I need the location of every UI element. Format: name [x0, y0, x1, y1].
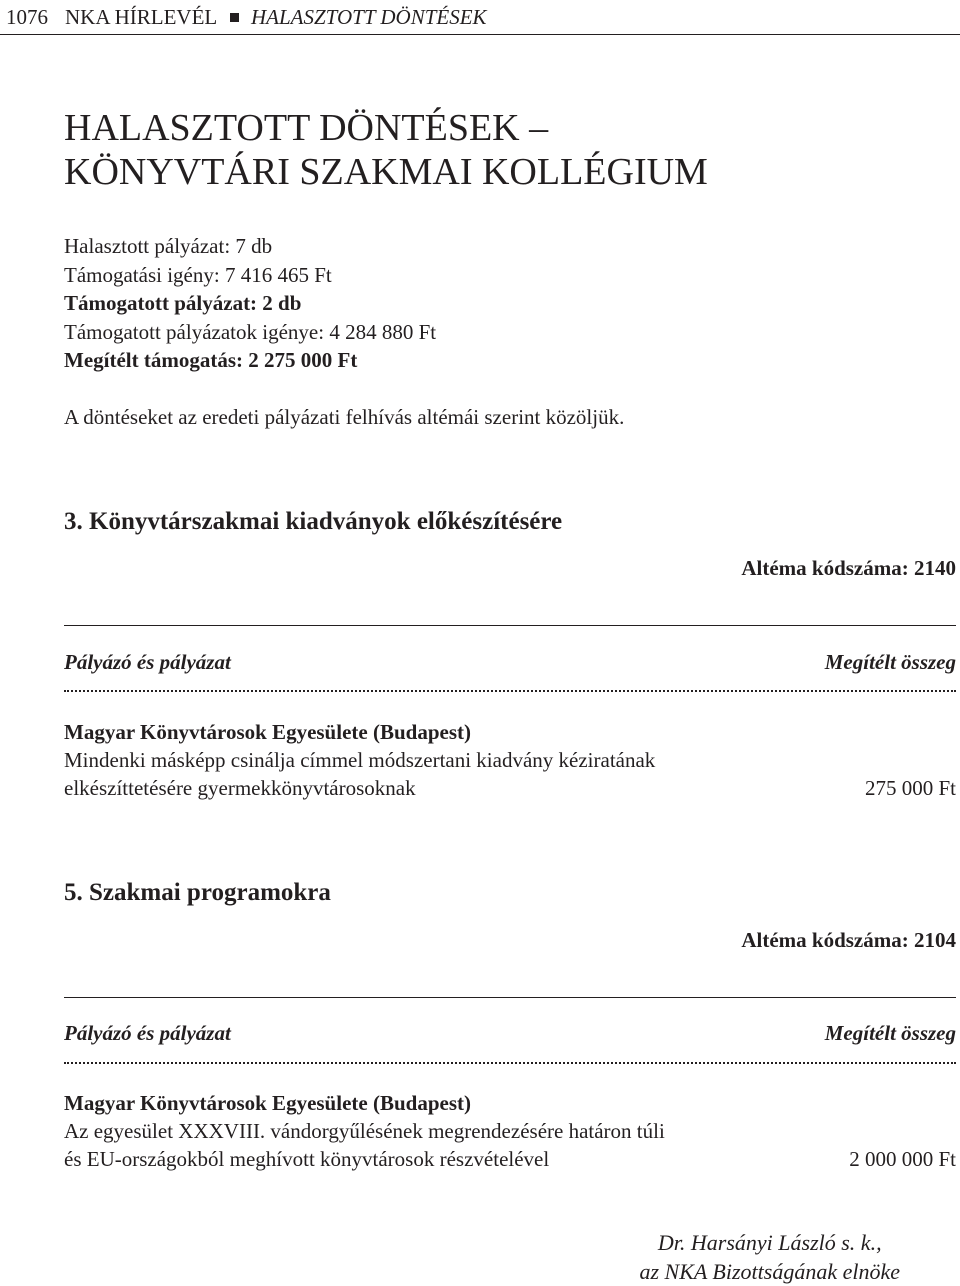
granted-amount: 275 000 Ft [864, 776, 956, 800]
grant-entry [64, 1089, 956, 1173]
grant-description-line: Mindenki másképp csinálja címmel módszertani kiadvány kéziratának [64, 748, 656, 772]
signatory-role: az NKA Bizottságának elnöke [639, 1259, 900, 1284]
summary-supported-request: Támogatott pályázatok igénye: 4 284 880 Ft [64, 319, 437, 344]
table-top-rule [64, 625, 956, 626]
section-heading: 5. Szakmai programokra [64, 879, 331, 906]
header-rule [0, 34, 960, 35]
running-header [0, 0, 960, 34]
grant-description-line: és EU-országokból meghívott könyvtárosok részvételével [64, 1147, 550, 1171]
column-header-applicant: Pályázó és pályázat [64, 650, 231, 674]
column-header-applicant: Pályázó és pályázat [64, 1021, 231, 1045]
signature-block [639, 1228, 900, 1286]
dotted-rule [64, 1062, 956, 1064]
column-header-amount: Megítélt összeg [824, 1021, 956, 1045]
intro-text: A döntéseket az eredeti pályázati felhívás altémái szerint közöljük. [64, 405, 625, 429]
summary-granted-amount: Megítélt támogatás: 2 275 000 Ft [64, 348, 358, 372]
page-title-line-2: KÖNYVTÁRI SZAKMAI KOLLÉGIUM [64, 151, 708, 193]
page-title-line-1: HALASZTOTT DÖNTÉSEK – [64, 107, 549, 149]
grant-entry [64, 718, 956, 802]
signatory-name: Dr. Harsányi László s. k., [657, 1230, 882, 1255]
column-header-amount: Megítélt összeg [824, 650, 956, 674]
table-top-rule [64, 997, 956, 998]
subtopic-code: Altéma kódszáma: 2140 [741, 556, 956, 580]
publication-name: NKA HÍRLEVÉL [65, 5, 218, 29]
grant-description-line: elkészíttetésére gyermekkönyvtárosoknak [64, 776, 416, 800]
grant-description-line: Az egyesület XXXVIII. vándorgyűlésének megrendezésére határon túli [64, 1119, 665, 1143]
summary-deferred-count: Halasztott pályázat: 7 db [64, 234, 273, 258]
applicant-name: Magyar Könyvtárosok Egyesülete (Budapest) [64, 1091, 471, 1115]
page-number: 1076 [6, 5, 48, 29]
summary-block [64, 232, 436, 375]
page-title [64, 106, 708, 194]
dotted-rule [64, 690, 956, 692]
granted-amount: 2 000 000 Ft [849, 1147, 956, 1171]
summary-requested-amount: Támogatási igény: 7 416 465 Ft [64, 262, 332, 287]
running-section-title: HALASZTOTT DÖNTÉSEK [251, 5, 487, 29]
summary-supported-count: Támogatott pályázat: 2 db [64, 291, 302, 315]
section-heading: 3. Könyvtárszakmai kiadványok előkészítésére [64, 508, 563, 535]
subtopic-code: Altéma kódszáma: 2104 [741, 928, 956, 952]
separator-square-icon [230, 13, 239, 22]
applicant-name: Magyar Könyvtárosok Egyesülete (Budapest) [64, 720, 471, 744]
